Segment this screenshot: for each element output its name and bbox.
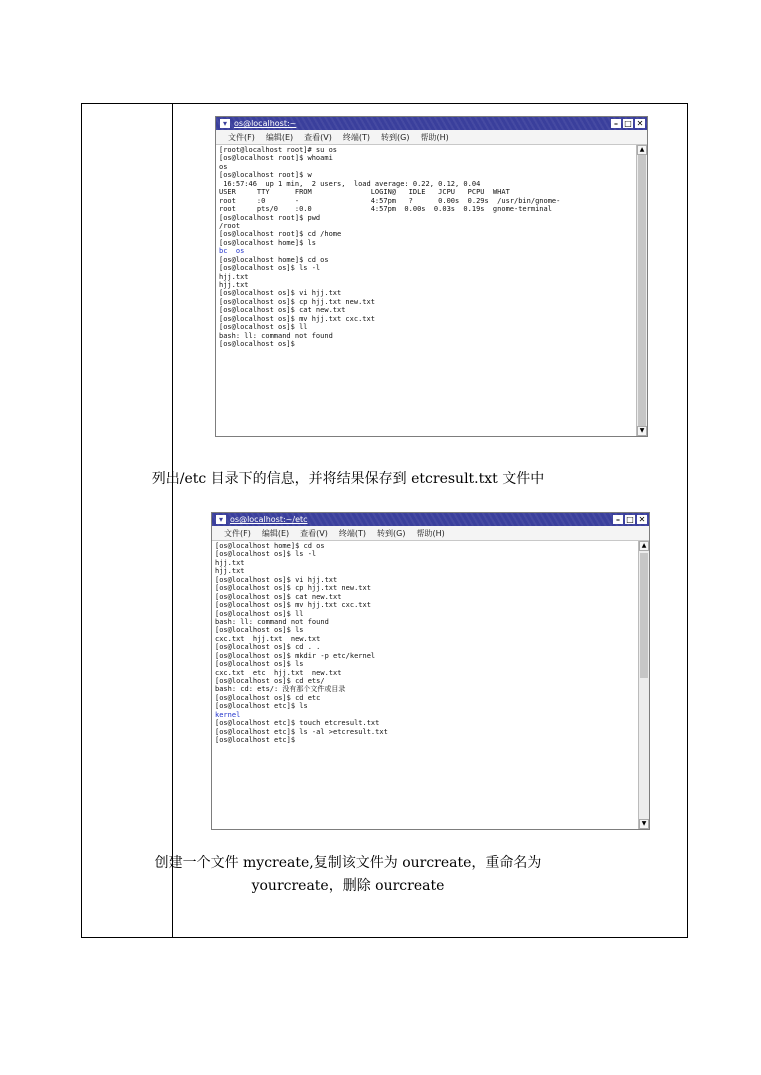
- terminal-titlebar: [216, 117, 647, 130]
- terminal-line: [os@localhost os]$ mv hjj.txt cxc.txt: [215, 601, 371, 610]
- terminal-line: [os@localhost os]$ mkdir -p etc/kernel: [215, 651, 376, 660]
- terminal-line: [os@localhost root]$ cd /home: [219, 230, 342, 239]
- caption-etc-listing: 列出/etc 目录下的信息，并将结果保存到 etcresult.txt 文件中: [151, 471, 545, 487]
- terminal-line: 16:57:46 up 1 min, 2 users, load average: 0.22, 0.12, 0.04: [219, 179, 481, 188]
- terminal-titlebar: [212, 513, 649, 526]
- scroll-up-icon[interactable]: ▲: [639, 541, 649, 551]
- terminal-line: [os@localhost os]$ ls -l: [219, 264, 321, 273]
- scroll-up-icon[interactable]: ▲: [637, 145, 647, 155]
- terminal-title: os@localhost:~/etc: [230, 515, 308, 524]
- terminal-line: [os@localhost os]$ cat new.txt: [215, 592, 342, 601]
- terminal-menubar: [212, 526, 649, 541]
- scrollbar-thumb[interactable]: [638, 155, 646, 427]
- menu-file[interactable]: 文件(F): [224, 528, 251, 538]
- terminal-line: root pts/0 :0.0 4:57pm 0.00s 0.03s 0.19s gnome-terminal: [219, 205, 552, 214]
- scroll-down-icon[interactable]: ▼: [639, 819, 649, 829]
- close-icon[interactable]: ✕: [636, 119, 644, 128]
- terminal-line: [os@localhost home]$ cd os: [215, 542, 325, 550]
- terminal-title: os@localhost:~: [234, 119, 297, 128]
- terminal-line: [os@localhost os]$ cp hjj.txt new.txt: [219, 297, 375, 306]
- terminal-line: [os@localhost os]$ cp hjj.txt new.txt: [215, 584, 371, 593]
- menu-file[interactable]: 文件(F): [228, 132, 255, 142]
- menu-help[interactable]: 帮助(H): [420, 132, 449, 142]
- terminal-line: USER TTY FROM LOGIN@ IDLE JCPU PCPU WHAT: [219, 188, 510, 197]
- close-icon[interactable]: ✕: [638, 515, 646, 524]
- terminal-line: [os@localhost etc]$ ls -al >etcresult.txt: [215, 727, 388, 736]
- menu-go[interactable]: 转到(G): [377, 528, 406, 538]
- terminal-line: [os@localhost etc]$: [215, 736, 296, 745]
- terminal-scrollbar[interactable]: [638, 541, 649, 829]
- menu-view[interactable]: 查看(V): [300, 528, 328, 538]
- terminal-line: [os@localhost os]$ ls -l: [215, 550, 317, 559]
- terminal-line: /root: [219, 221, 241, 230]
- terminal-line: hjj.txt: [215, 567, 245, 576]
- terminal-window-etc: [211, 512, 650, 830]
- terminal-line: bash: ll: command not found: [219, 331, 333, 340]
- caption-mycreate-line2: yourcreate，删除 ourcreate: [251, 878, 445, 894]
- menu-edit[interactable]: 编辑(E): [261, 528, 290, 538]
- window-menu-icon[interactable]: ▾: [220, 119, 230, 128]
- terminal-menubar: [216, 130, 647, 145]
- scroll-down-icon[interactable]: ▼: [637, 426, 647, 436]
- terminal-line: [os@localhost etc]$ ls: [215, 702, 308, 711]
- scrollbar-thumb[interactable]: [640, 553, 648, 678]
- terminal-line: bash: cd: ets/: 没有那个文件或目录: [215, 685, 346, 694]
- terminal-line: [os@localhost os]$ ls: [215, 660, 304, 669]
- terminal-scrollbar[interactable]: [636, 145, 647, 436]
- menu-terminal[interactable]: 终端(T): [342, 132, 370, 142]
- terminal-line: kernel: [215, 710, 241, 719]
- terminal-window-root: [215, 116, 648, 437]
- terminal-line: [os@localhost os]$ vi hjj.txt: [219, 289, 342, 298]
- terminal-line: hjj.txt: [219, 281, 249, 289]
- terminal-line: hjj.txt: [219, 272, 249, 281]
- terminal-line: [os@localhost os]$ cd etc: [215, 693, 321, 702]
- terminal-line: [os@localhost root]$ pwd: [219, 213, 321, 222]
- terminal-line: [os@localhost os]$ cat new.txt: [219, 306, 346, 315]
- menu-help[interactable]: 帮助(H): [416, 528, 445, 538]
- terminal-line: root :0 - 4:57pm ? 0.00s 0.29s /usr/bin/gnome-: [219, 196, 561, 205]
- terminal-line: [os@localhost home]$ cd os: [219, 255, 329, 264]
- terminal-line: [os@localhost os]$ ll: [219, 323, 308, 332]
- terminal-line: [os@localhost os]$ ll: [215, 609, 304, 618]
- terminal-line: bash: ll: command not found: [215, 617, 329, 626]
- maximize-icon[interactable]: □: [624, 119, 632, 128]
- caption-mycreate-line1: 创建一个文件 mycreate,复制该文件为 ourcreate，重命名为: [154, 855, 542, 871]
- menu-terminal[interactable]: 终端(T): [338, 528, 366, 538]
- maximize-icon[interactable]: □: [626, 515, 634, 524]
- terminal-output[interactable]: [212, 541, 638, 829]
- terminal-line: hjj.txt: [215, 558, 245, 567]
- minimize-icon[interactable]: –: [611, 119, 621, 128]
- terminal-line: os: [219, 162, 228, 171]
- terminal-line: cxc.txt hjj.txt new.txt: [215, 634, 321, 643]
- terminal-line: [os@localhost root]$ w: [219, 171, 312, 180]
- minimize-icon[interactable]: –: [613, 515, 623, 524]
- terminal-line: [os@localhost os]$ vi hjj.txt: [215, 575, 338, 584]
- menu-edit[interactable]: 编辑(E): [265, 132, 294, 142]
- terminal-line: [os@localhost etc]$ touch etcresult.txt: [215, 719, 380, 728]
- menu-go[interactable]: 转到(G): [381, 132, 410, 142]
- terminal-line: [os@localhost root]$ whoami: [219, 154, 333, 163]
- terminal-line: [os@localhost home]$ ls: [219, 238, 316, 247]
- terminal-output[interactable]: [216, 145, 636, 436]
- terminal-line: [os@localhost os]$ cd . .: [215, 643, 321, 652]
- terminal-line: [os@localhost os]$ cd ets/: [215, 677, 325, 685]
- terminal-line: bc os: [219, 247, 245, 256]
- window-menu-icon[interactable]: ▾: [216, 515, 226, 524]
- menu-view[interactable]: 查看(V): [304, 132, 332, 142]
- table-left-column: [82, 104, 173, 937]
- terminal-line: [os@localhost os]$ ls: [215, 626, 304, 635]
- terminal-line: [os@localhost os]$ mv hjj.txt cxc.txt: [219, 314, 375, 323]
- terminal-line: cxc.txt etc hjj.txt new.txt: [215, 668, 342, 677]
- terminal-line: [os@localhost os]$: [219, 340, 295, 349]
- terminal-line: [root@localhost root]# su os: [219, 146, 338, 154]
